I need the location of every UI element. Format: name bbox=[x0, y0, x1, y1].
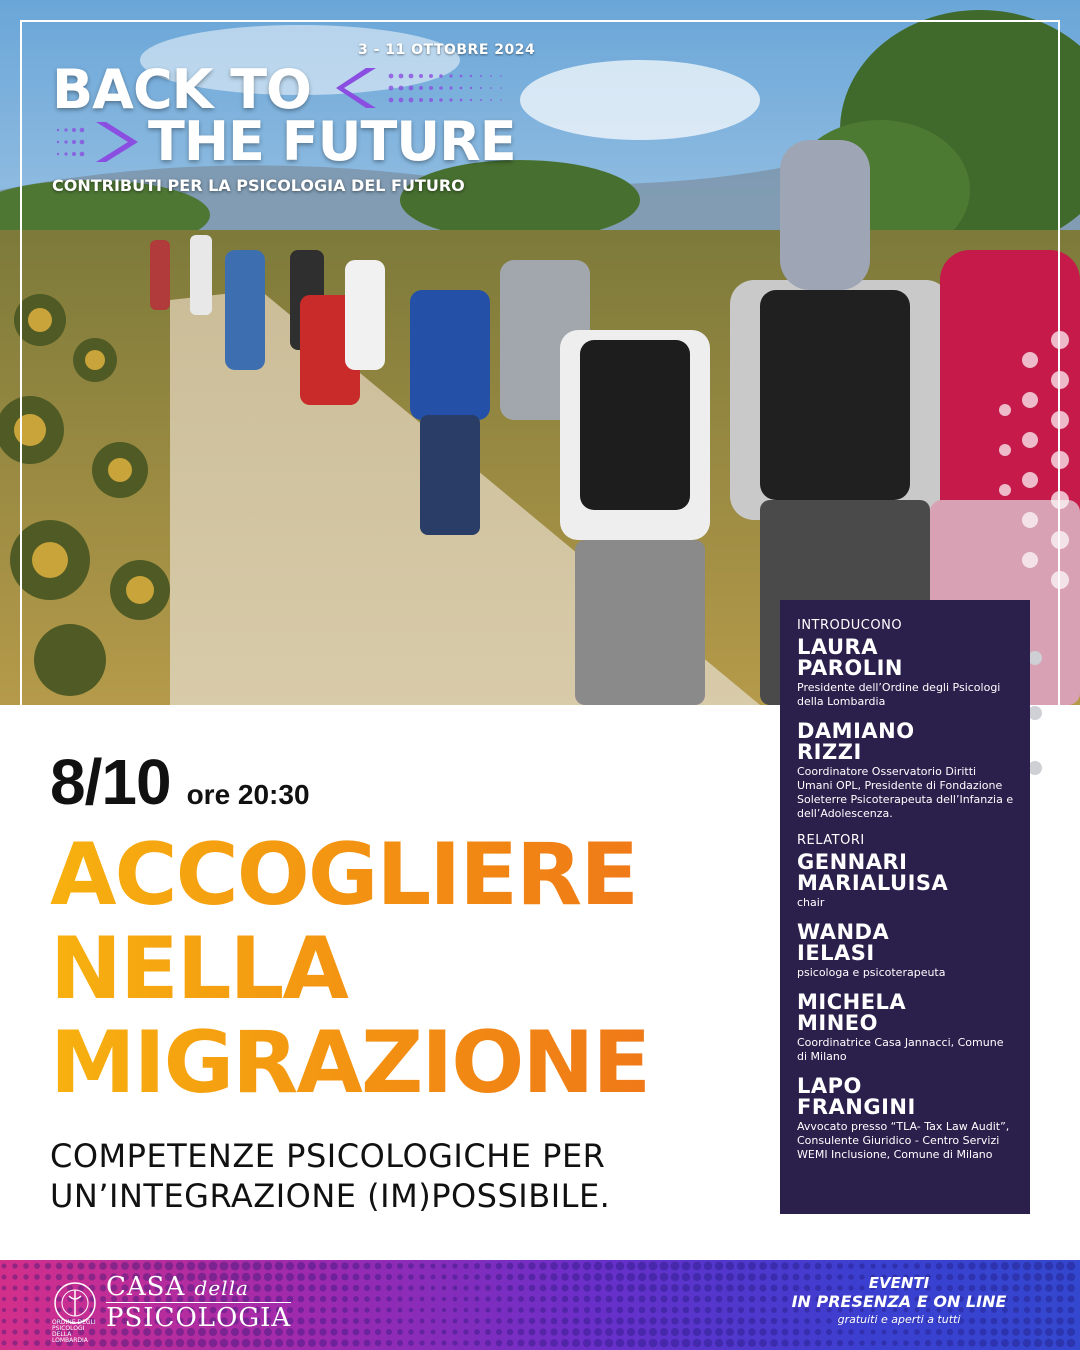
speakers-heading: RELATORI bbox=[797, 833, 865, 848]
session-datetime bbox=[50, 745, 310, 819]
speaker-card bbox=[797, 1076, 1014, 1162]
chevron-left-icon bbox=[336, 66, 526, 110]
speaker-last-name: IELASI bbox=[797, 941, 875, 965]
events-info bbox=[774, 1274, 1024, 1326]
footer-bar bbox=[0, 1260, 1080, 1350]
event-dates: 3 - 11 OTTOBRE 2024 bbox=[358, 42, 536, 58]
logo-word-psicologia: PSICOLOGIA bbox=[106, 1303, 292, 1333]
speaker-last-name: RIZZI bbox=[797, 740, 862, 764]
speakers-panel bbox=[780, 600, 1030, 1214]
speaker-card bbox=[797, 852, 1014, 910]
session-subtitle-line: COMPETENZE PSICOLOGICHE PER bbox=[50, 1137, 606, 1175]
speaker-first-name: WANDA bbox=[797, 920, 890, 944]
speaker-role: chair bbox=[797, 896, 825, 909]
session-time: ore 20:30 bbox=[186, 779, 310, 810]
speaker-last-name: MARIALUISA bbox=[797, 871, 949, 895]
speaker-first-name: LAPO bbox=[797, 1074, 862, 1098]
speaker-last-name: MINEO bbox=[797, 1011, 878, 1035]
logo-word-della: della bbox=[194, 1276, 249, 1300]
speaker-role: Avvocato presso “TLA- Tax Law Audit”, Consulente Giuridico - Centro Servizi WEMI Inclusione, Comune di Milano bbox=[797, 1120, 1010, 1161]
logo-word-casa: CASA bbox=[106, 1272, 186, 1302]
events-label: EVENTI bbox=[868, 1274, 930, 1292]
speaker-last-name: FRANGINI bbox=[797, 1095, 916, 1119]
speaker-name bbox=[797, 637, 1014, 679]
speaker-card bbox=[797, 637, 1014, 709]
speaker-last-name: PAROLIN bbox=[797, 656, 904, 680]
speaker-card bbox=[797, 721, 1014, 821]
speaker-first-name: MICHELA bbox=[797, 990, 907, 1014]
speaker-role: psicologa e psicoterapeuta bbox=[797, 966, 946, 979]
events-mode: IN PRESENZA E ON LINE bbox=[791, 1292, 1007, 1311]
brand-subtitle: CONTRIBUTI PER LA PSICOLOGIA DEL FUTURO bbox=[52, 176, 465, 195]
speaker-name bbox=[797, 721, 1014, 763]
logo-line-1 bbox=[106, 1272, 291, 1302]
logo-wordmark bbox=[106, 1272, 291, 1333]
speaker-card bbox=[797, 922, 1014, 980]
session-subtitle-line: UN’INTEGRAZIONE (IM)POSSIBILE. bbox=[50, 1177, 611, 1215]
speaker-first-name: GENNARI bbox=[797, 850, 908, 874]
session-title-line: ACCOGLIERE bbox=[50, 825, 637, 925]
brand-title-line-1: BACK TO bbox=[52, 58, 311, 121]
session-title-line: MIGRAZIONE bbox=[50, 1013, 650, 1113]
ordine-text: ORDINE DEGLI PSICOLOGI DELLA LOMBARDIA bbox=[52, 1319, 96, 1344]
brand-title-line-2: THE FUTURE bbox=[148, 110, 516, 173]
intro-heading: INTRODUCONO bbox=[797, 618, 903, 633]
speaker-name bbox=[797, 992, 1014, 1034]
casa-della-psicologia-logo bbox=[52, 1272, 292, 1344]
session-title bbox=[50, 825, 770, 1113]
session-title-line: NELLA bbox=[50, 919, 347, 1019]
speaker-first-name: DAMIANO bbox=[797, 719, 915, 743]
speaker-name bbox=[797, 922, 1014, 964]
events-access: gratuiti e aperti a tutti bbox=[837, 1313, 961, 1326]
speaker-card bbox=[797, 992, 1014, 1064]
speaker-role: Presidente dell’Ordine degli Psicologi della Lombardia bbox=[797, 681, 1001, 708]
speaker-role: Coordinatrice Casa Jannacci, Comune di Milano bbox=[797, 1036, 1004, 1063]
session-date: 8/10 bbox=[50, 746, 171, 818]
speaker-name bbox=[797, 852, 1014, 894]
speaker-first-name: LAURA bbox=[797, 635, 878, 659]
speaker-role: Coordinatore Osservatorio Diritti Umani OPL, Presidente di Fondazione Soleterre Psicoterapeuta dell’Infanzia e dell’Adolescenza. bbox=[797, 765, 1014, 820]
chevron-right-icon bbox=[52, 120, 142, 164]
speaker-name bbox=[797, 1076, 1014, 1118]
session-subtitle bbox=[50, 1136, 750, 1216]
